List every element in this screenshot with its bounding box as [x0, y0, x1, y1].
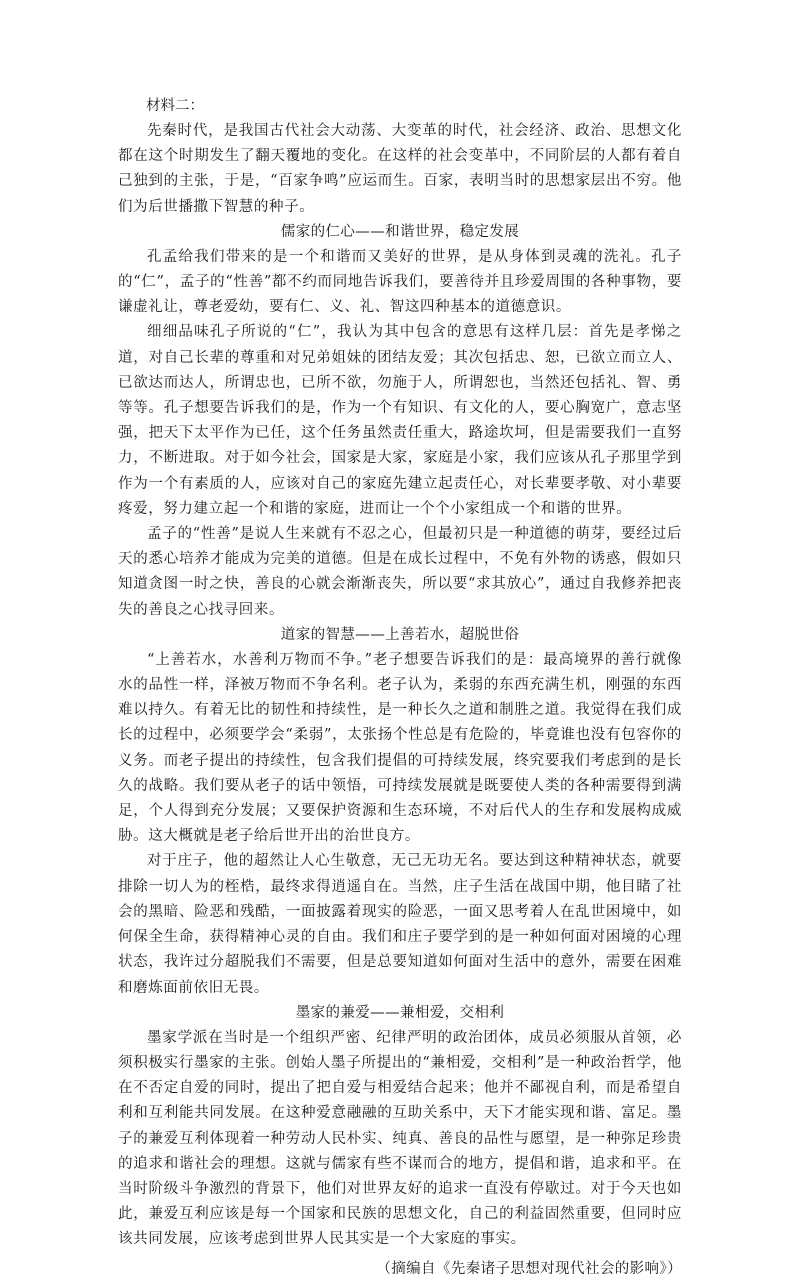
mohist-paragraph-1: 墨家学派在当时是一个组织严密、纪律严明的政治团体，成员必须服从首领，必须积极实行墨家的主张。创始人墨子所提出的“兼相爱，交相利”是一种政治哲学，他在不否定自爱的同时，提出了把自爱与相爱结合起来；他并不鄙视自利，而是希望自利和互利能共同发展。在这种爱意融融的互助关系中，天下才能实现和谐、富足。墨子的兼爱互利体现着一种劳动人民朴实、纯真、善良的品性与愿望，是一种弥足珍贵的追求和谐社会的理想。这就与儒家有些不谋而合的地方，提倡和谐，追求和平。在当时阶级斗争激烈的背景下，他们对世界友好的追求一直没有停歇过。对于今天也如此，兼爱互利应该是每一个国家和民族的思想文化，自己的利益固然重要，但同时应该共同发展，应该考虑到世界人民其实是一个大家庭的事实。 — [118, 1029, 682, 1248]
confucian-paragraph-3: 孟子的“性善”是说人生来就有不忍之心，但最初只是一种道德的萌芽，要经过后天的悉心培养才能成为完美的道德。但是在成长过程中，不免有外物的诱惑，假如只知道贪图一时之快，善良的心就会渐渐丧失，所以要“求其放心”，通过自我修养把丧失的善良之心找寻回来。 — [118, 526, 682, 618]
section-heading-taoist: 道家的智慧——上善若水，超脱世俗 — [280, 626, 520, 643]
source-citation: （摘编自《先秦诸子思想对现代社会的影响》） — [376, 1260, 682, 1277]
section-heading-mohist: 墨家的兼爱——兼相爱，交相利 — [295, 1004, 505, 1021]
material-label: 材料二： — [146, 98, 204, 114]
confucian-paragraph-2: 细细品味孔子所说的“仁”，我认为其中包含的意思有这样几层：首先是孝悌之道，对自己长辈的尊重和对兄弟姐妹的团结友爱；其次包括忠、恕，已欲立而立人、已欲达而达人，所谓忠也，已所不欲，勿施于人，所谓恕也，当然还包括礼、智、勇等等。孔子想要告诉我们的是，作为一个有知识、有文化的人，要心胸宽广，意志坚强，把天下太平作为已任，这个任务虽然责任重大，路途坎坷，但是需要我们一直努力，不断进取。对于如今社会，国家是大家，家庭是小家，我们应该从孔子那里学到作为一个有素质的人，应该对自己的家庭先建立起责任心，对长辈要孝敬、对小辈要疼爱，努力建立起一个和谐的家庭，进而让一个个小家组成一个和谐的世界。 — [118, 324, 682, 517]
taoist-paragraph-2: 对于庄子，他的超然让人心生敬意，无己无功无名。要达到这种精神状态，就要排除一切人为的桎梏，最终求得逍遥自在。当然，庄子生活在战国中期，他目睹了社会的黑暗、险恶和残酷，一面披露着现实的险恶，一面又思考着人在乱世困境中，如何保全生命，获得精神心灵的自由。我们和庄子要学到的是一种如何面对困境的心理状态，我许过分超脱我们不需要，但是总要知道如何面对生活中的意外，需要在困难和磨炼面前依旧无畏。 — [118, 853, 682, 996]
confucian-paragraph-1: 孔孟给我们带来的是一个和谐而又美好的世界，是从身体到灵魂的洗礼。孔子的“仁”，孟子的“性善”都不约而同地告诉我们，要善待并且珍爱周围的各种事物，要谦虚礼让，尊老爱幼，要有仁、义、礼、智这四种基本的道德意识。 — [118, 248, 682, 316]
intro-paragraph: 先秦时代，是我国古代社会大动荡、大变革的时代，社会经济、政治、思想文化都在这个时期发生了翻天覆地的变化。在这样的社会变革中，不同阶层的人都有着自己独到的主张，于是，“百家争鸣”应运而生。百家，表明当时的思想家层出不穷。他们为后世播撒下智慧的种子。 — [118, 123, 682, 215]
section-heading-confucian: 儒家的仁心——和谐世界，稳定发展 — [280, 223, 520, 240]
taoist-paragraph-1: “上善若水，水善利万物而不争。”老子想要告诉我们的是：最高境界的善行就像水的品性一样，泽被万物而不争名利。老子认为，柔弱的东西充满生机，刚强的东西难以持久。有着无比的韧性和持续性，是一种长久之道和制胜之道。我觉得在我们成长的过程中，必须要学会“柔弱”，太张扬个性总是有危险的，毕竟谁也没有包容你的义务。而老子提出的持续性，包含我们提倡的可持续发展，终究要我们考虑到的是长久的战略。我们要从老子的话中领悟，可持续发展就是既要使人类的各种需要得到满足，个人得到充分发展；又要保护资源和生态环境，不对后代人的生存和发展构成威胁。这大概就是老子给后世开出的治世良方。 — [118, 651, 682, 845]
